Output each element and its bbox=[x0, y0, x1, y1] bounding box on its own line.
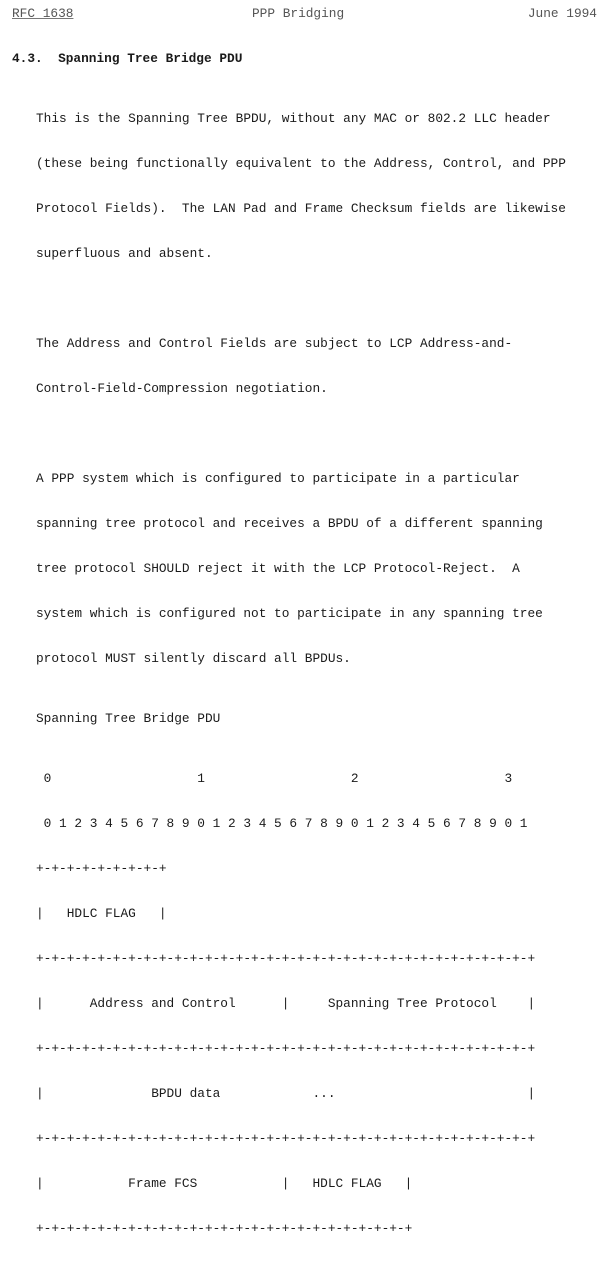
field-bpdu-data: | BPDU data ... | bbox=[36, 1086, 536, 1101]
paragraph-bpdu-description bbox=[36, 81, 597, 291]
diagram-border: +-+-+-+-+-+-+-+-+-+-+-+-+-+-+-+-+-+-+-+-+-+-+-+-+-+-+-+-+-+-+-+-+ bbox=[36, 1131, 536, 1146]
page-header bbox=[12, 6, 597, 21]
paragraph-line: The Address and Control Fields are subject to LCP Address-and- bbox=[36, 336, 513, 351]
field-hdlc-flag: | HDLC FLAG | bbox=[36, 906, 167, 921]
diagram-border: +-+-+-+-+-+-+-+-+-+-+-+-+-+-+-+-+-+-+-+-+-+-+-+-+-+-+-+-+-+-+-+-+ bbox=[36, 1041, 536, 1056]
section-heading: 4.3. Spanning Tree Bridge PDU bbox=[12, 51, 243, 66]
paragraph-line: protocol MUST silently discard all BPDUs. bbox=[36, 651, 351, 666]
paragraph-line: Protocol Fields). The LAN Pad and Frame Checksum fields are likewise bbox=[36, 201, 566, 216]
paragraph-address-control bbox=[36, 306, 597, 426]
paragraph-line: system which is configured not to participate in any spanning tree bbox=[36, 606, 543, 621]
figure-title: Spanning Tree Bridge PDU bbox=[36, 711, 221, 726]
header-date: June 1994 bbox=[527, 6, 597, 21]
diagram-border: +-+-+-+-+-+-+-+-+ bbox=[36, 861, 167, 876]
field-frame-fcs-hdlc-flag: | Frame FCS | HDLC FLAG | bbox=[36, 1176, 413, 1191]
header-title: PPP Bridging bbox=[252, 6, 345, 21]
field-address-control-protocol: | Address and Control | Spanning Tree Protocol | bbox=[36, 996, 536, 1011]
paragraph-line: tree protocol SHOULD reject it with the LCP Protocol-Reject. A bbox=[36, 561, 520, 576]
paragraph-line: (these being functionally equivalent to the Address, Control, and PPP bbox=[36, 156, 566, 171]
bit-ruler-units: 0 1 2 3 4 5 6 7 8 9 0 1 2 3 4 5 6 7 8 9 0 1 2 3 4 5 6 7 8 9 0 1 bbox=[36, 816, 528, 831]
diagram-border: +-+-+-+-+-+-+-+-+-+-+-+-+-+-+-+-+-+-+-+-+-+-+-+-+-+-+-+-+-+-+-+-+ bbox=[36, 951, 536, 966]
paragraph-protocol-reject bbox=[36, 441, 597, 696]
bit-ruler-tens: 0 1 2 3 bbox=[36, 771, 513, 786]
paragraph-line: spanning tree protocol and receives a BPDU of a different spanning bbox=[36, 516, 543, 531]
rfc-number-link[interactable]: RFC 1638 bbox=[12, 6, 74, 21]
diagram-border: +-+-+-+-+-+-+-+-+-+-+-+-+-+-+-+-+-+-+-+-+-+-+-+-+ bbox=[36, 1221, 413, 1236]
packet-format-diagram bbox=[36, 741, 597, 1266]
paragraph-line: This is the Spanning Tree BPDU, without any MAC or 802.2 LLC header bbox=[36, 111, 551, 126]
rfc-page bbox=[12, 6, 597, 1266]
paragraph-line: Control-Field-Compression negotiation. bbox=[36, 381, 328, 396]
paragraph-line: A PPP system which is configured to participate in a particular bbox=[36, 471, 520, 486]
paragraph-line: superfluous and absent. bbox=[36, 246, 213, 261]
